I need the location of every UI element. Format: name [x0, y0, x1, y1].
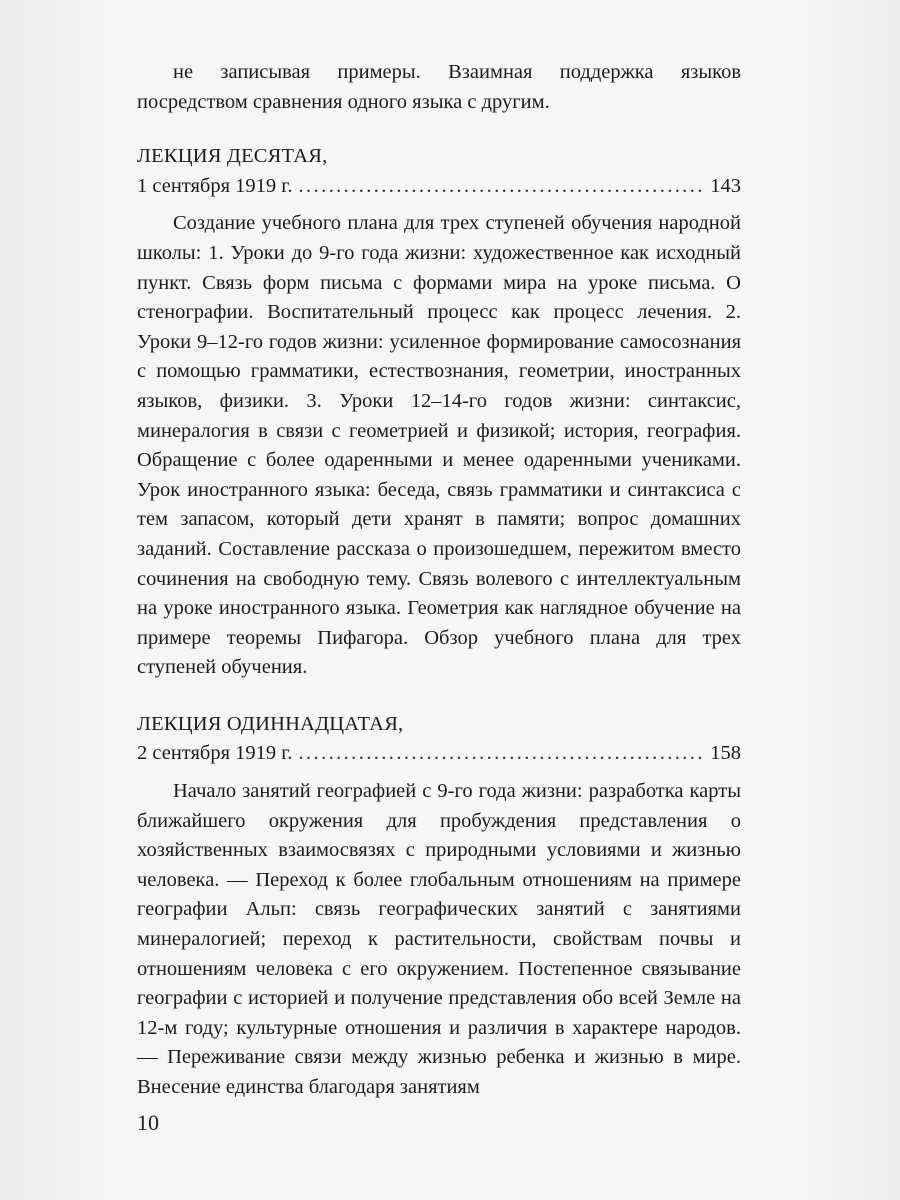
page-text: [137, 58, 741, 1103]
lecture-date: 2 сентября 1919 г.: [137, 742, 293, 765]
dot-leader: [299, 739, 705, 769]
page-number: 10: [137, 1110, 159, 1135]
lecture-title: ЛЕКЦИЯ ДЕСЯТАЯ,: [137, 145, 328, 168]
intro-paragraph: не записывая примеры. Взаимная поддержка языков посредством сравнения одного языка с другим.: [137, 61, 741, 113]
lecture-title: ЛЕКЦИЯ ОДИННАДЦАТАЯ,: [137, 712, 404, 735]
page-reference: 143: [710, 174, 741, 197]
lecture-description: Начало занятий географией с 9-го года жизни: разработка карты ближайшего окружения для пробуждения представления о хозяйственных взаимосвязях с природными условиями и жизнью человека. — Переход к более глобальным отношениям на примере географии Альп: связь географических занятий с занятиями минералогией; переход к растительности, свойствам почвы и отношениям человека с его окружением. Постепенное связывание географии с историей и получение представления обо всей Земле на 12-м году; культурные отношения и различия в характере народов. — Переживание связи между жизнью ребенка и жизнью в мире. Внесение единства благодаря занятиям: [137, 780, 741, 1098]
dot-leader: [299, 172, 705, 202]
page-reference: 158: [710, 742, 741, 765]
lecture-heading-10: [137, 142, 741, 201]
lecture-date: 1 сентября 1919 г.: [137, 174, 293, 197]
lecture-description: Создание учебного плана для трех ступеней обучения народной школы: 1. Уроки до 9-го года жизни: художественное как исходный пункт. Связь форм письма с формами мира на уроке письма. О стенографии. Воспитательный процесс как процесс лечения. 2. Уроки 9–12-го годов жизни: усиленное формирование самосознания с помощью грамматики, естествознания, геометрии, иностранных языков, физики. 3. Уроки 12–14-го годов жизни: синтаксис, минералогия в связи с геометрией и физикой; история, география. Обращение с более одаренными и менее одаренными учениками. Урок иностранного языка: беседа, связь грамматики и синтаксиса с тем запасом, который дети хранят в памяти; вопрос домашних заданий. Составление рассказа о произошедшем, пережитом вместо сочинения на свободную тему. Связь волевого с интеллектуальным на уроке иностранного языка. Геометрия как наглядное обучение на примере теоремы Пифагора. Обзор учебного плана для трех ступеней обучения.: [137, 212, 741, 679]
toc-entry-line[interactable]: [137, 739, 741, 769]
toc-entry-line[interactable]: [137, 172, 741, 202]
lecture-heading-11: [137, 710, 741, 769]
